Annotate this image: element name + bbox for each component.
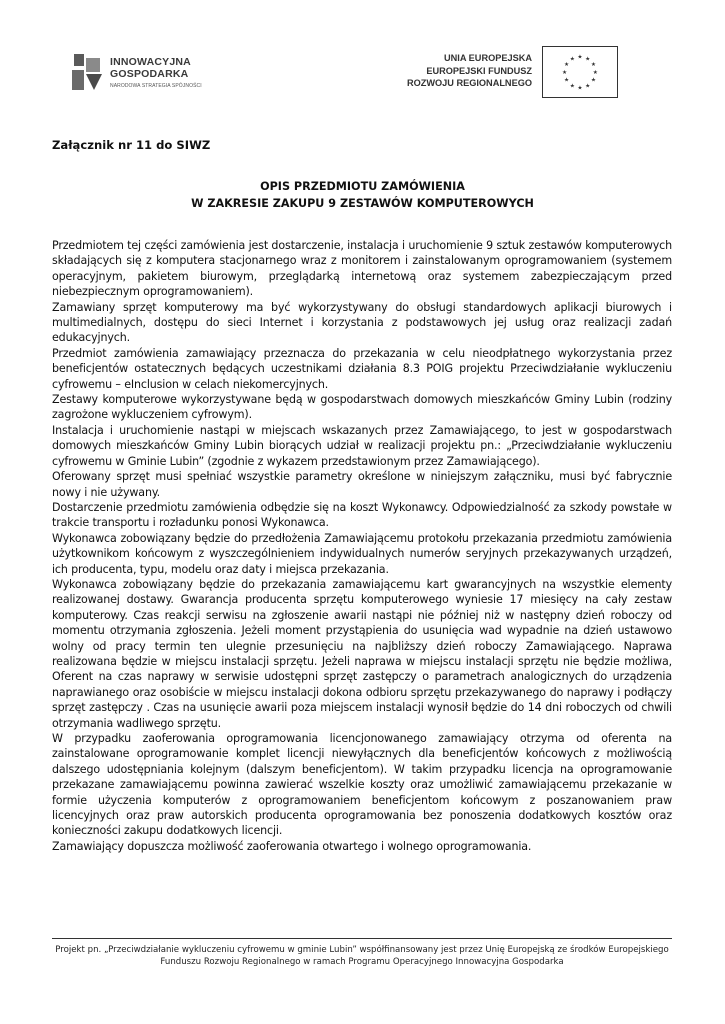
body-paragraph-8: Wykonawca zobowiązany będzie do przedłożenia Zamawiającemu protokołu przekazania przedmiotu zamówienia użytkownikom końcowym z wyszczególnieniem indywidualnych numerów seryjnych przekazywanych urządzeń, ich producenta, typu, modelu oraz daty i miejsca przekazania.	[52, 531, 672, 576]
svg-text:★: ★	[562, 69, 568, 76]
logo-left-line3: NARODOWA STRATEGIA SPÓJNOŚCI	[110, 83, 202, 89]
logo-left-line1: INNOWACYJNA	[110, 56, 191, 68]
svg-text:★: ★	[585, 56, 591, 63]
logo-right-line1: UNIA EUROPEJSKA	[444, 53, 532, 63]
body-paragraph-1: Przedmiotem tej części zamówienia jest dostarczenie, instalacja i uruchomienie 9 sztuk zestawów komputerowych składających się z komputera stacjonarnego wraz z monitorem i zainstalowanym oprogramowaniem (systemem operacyjnym, pakietem biurowym, przeglądarką internetową oraz systemem zabezpieczającym przed niebezpiecznym oprogramowaniem).	[52, 239, 672, 299]
svg-text:★: ★	[577, 85, 583, 92]
body-paragraph-9: Wykonawca zobowiązany będzie do przekazania zamawiającemu kart gwarancyjnych na wszystkie elementy realizowanej dostawy. Gwarancja producenta sprzętu komputerowego wyniesie 17 miesięcy na cały zestaw komputerowy. Czas reakcji serwisu na zgłoszenie awarii nastąpi nie później niż w następny dzień roboczy od momentu otrzymania zgłoszenia. Jeżeli moment przystąpienia do usunięcia wad wypadnie na dzień ustawowo wolny od pracy termin ten ulegnie przesunięciu na najbliższy dzień roboczy Zamawiającego. Naprawa realizowana będzie w miejscu instalacji sprzętu. Jeżeli naprawa w miejscu instalacji sprzętu nie będzie możliwa, Oferent na czas naprawy w serwisie udostępni sprzęt zastępczy o parametrach analogicznych do urządzenia naprawianego oraz osobiście w miejscu instalacji dokona odbioru sprzętu przekazywanego do naprawy i podłączy sprzęt zastępczy . Czas na usunięcie awarii poza miejscem instalacji wynosił będzie do 14 dni roboczych od chwili otrzymania wadliwego sprzętu.	[52, 577, 672, 730]
svg-text:★: ★	[563, 77, 570, 84]
svg-text:★: ★	[592, 69, 598, 76]
svg-text:★: ★	[585, 83, 591, 90]
body-paragraph-3: Przedmiot zamówienia zamawiający przeznacza do przekazania w celu nieodpłatnego wykorzystania przez beneficjentów ostatecznych będących uczestnikami działania 8.3 POIG projektu Przeciwdziałanie wykluczeniu cyfrowemu – eInclusion w celach niekomercyjnych.	[52, 346, 672, 391]
footer-line-2: Funduszu Rozwoju Regionalnego w ramach Programu Operacyjnego Innowacyjna Gospodarka	[160, 957, 564, 967]
unia-europejska-text	[407, 52, 532, 90]
innowacyjna-gospodarka-mark-icon	[70, 52, 104, 92]
body-paragraph-2: Zamawiany sprzęt komputerowy ma być wykorzystywany do obsługi standardowych aplikacji biurowych i multimedialnych, dostępu do sieci Internet i korzystania z podstawowych jej usług oraz realizacji zadań edukacyjnych.	[52, 300, 672, 345]
svg-text:★: ★	[563, 62, 570, 69]
unia-europejska-logo	[400, 46, 618, 102]
body-paragraph-5: Instalacja i uruchomienie nastąpi w miejscach wskazanych przez Zamawiającego, to jest w gospodarstwach domowych mieszkańców Gminy Lubin biorących udział w realizacji projektu pn.: „Przeciwdziałanie wykluczeniu cyfrowemu w Gminie Lubin” (zgodnie z wykazem przedstawionym przez Zamawiającego).	[52, 423, 672, 468]
svg-text:★: ★	[590, 77, 597, 84]
footer-divider	[52, 938, 672, 939]
body-paragraph-6: Oferowany sprzęt musi spełniać wszystkie parametry określone w niniejszym załączniku, musi być fabrycznie nowy i nie używany.	[52, 470, 672, 499]
innowacyjna-gospodarka-logo	[70, 48, 220, 96]
body-paragraph-11: Zamawiający dopuszcza możliwość zaoferowania otwartego i wolnego oprogramowania.	[52, 839, 532, 853]
svg-text:★: ★	[577, 54, 583, 61]
document-title-line1: OPIS PRZEDMIOTU ZAMÓWIENIA	[260, 180, 465, 193]
innowacyjna-gospodarka-text	[110, 56, 202, 92]
body-paragraph-10: W przypadku zaoferowania oprogramowania licencjonowanego zamawiający otrzyma od oferenta na zainstalowane oprogramowanie komplet licencji niewyłącznych dla beneficjentów końcowych z możliwością dalszego udostępniania kolejnym (dalszym beneficjentom). W takim przypadku licencja na oprogramowanie przekazane zamawiającemu powinna zawierać wszelkie koszty oraz umożliwić zamawiającemu przekazanie w formie użyczenia komputerów z oprogramowaniem beneficjentom końcowym z poszanowaniem praw licencyjnych oraz praw autorskich producenta oprogramowania bez ponoszenia dodatkowych kosztów oraz konieczności zakupu dodatkowych licencji.	[52, 732, 672, 838]
attachment-label: Załącznik nr 11 do SIWZ	[52, 138, 211, 152]
document-body	[52, 238, 672, 854]
logo-right-line3: ROZWOJU REGIONALNEGO	[406, 78, 532, 88]
logo-left-line2: GOSPODARKA	[110, 68, 189, 80]
svg-text:★: ★	[569, 56, 575, 63]
logo-right-line2: EUROPEJSKI FUNDUSZ	[426, 65, 532, 76]
body-paragraph-7: Dostarczenie przedmiotu zamówienia odbędzie się na koszt Wykonawcy. Odpowiedzialność za szkody powstałe w trakcie transportu i rozładunku ponosi Wykonawca.	[52, 500, 672, 530]
eu-flag-icon	[542, 46, 618, 98]
svg-text:★: ★	[590, 62, 597, 69]
page-footer	[52, 944, 672, 968]
svg-text:★: ★	[569, 83, 575, 90]
document-title-line2: W ZAKRESIE ZAKUPU 9 ZESTAWÓW KOMPUTEROWYCH	[191, 197, 534, 210]
body-paragraph-4: Zestawy komputerowe wykorzystywane będą w gospodarstwach domowych mieszkańców Gminy Lubin (rodziny zagrożone wykluczeniem cyfrowym).	[52, 393, 672, 422]
footer-line-1: Projekt pn. „Przeciwdziałanie wykluczeniu cyfrowemu w gminie Lubin” współfinansowany jest przez Unię Europejską ze środków Europejskiego	[55, 945, 669, 955]
